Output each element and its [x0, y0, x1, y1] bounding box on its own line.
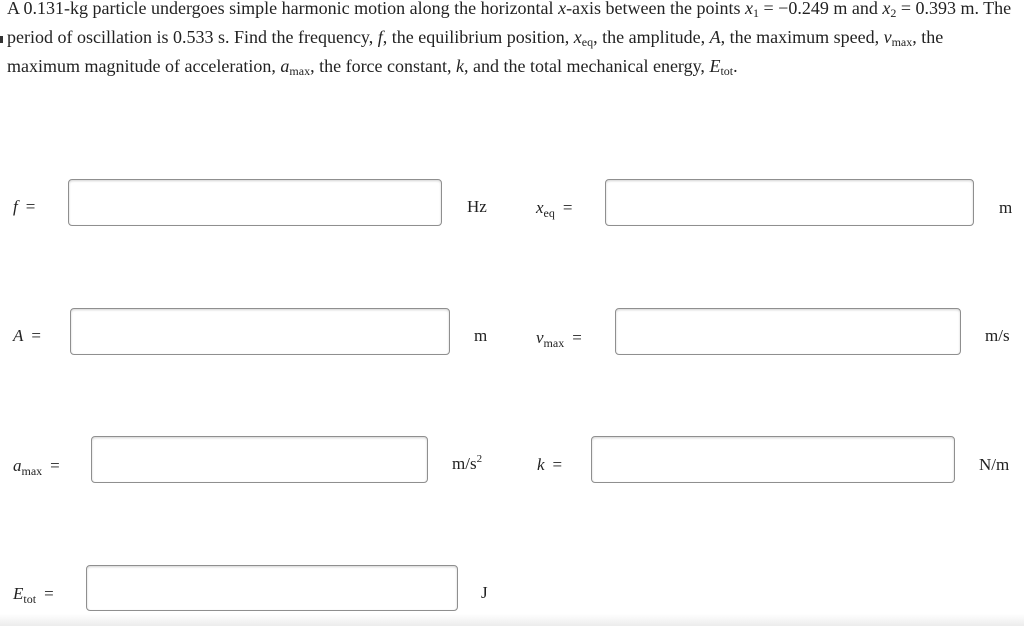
problem-var-amax: a [280, 56, 290, 76]
equilibrium-position-label [536, 198, 572, 218]
equals-sign: = [552, 455, 563, 474]
frequency-symbol: f [13, 197, 18, 216]
problem-sub-vmax: max [891, 35, 913, 49]
total-energy-unit [481, 583, 488, 603]
problem-var-x1: x [745, 0, 754, 18]
problem-var-A: A [709, 27, 721, 47]
force-constant-label [537, 455, 562, 475]
problem-var-x: x [558, 0, 567, 18]
problem-sub-x2: 2 [890, 6, 897, 20]
problem-sub-E: tot [720, 64, 734, 78]
problem-var-k: k [456, 56, 465, 76]
total-energy-unit-text: J [481, 583, 488, 602]
max-speed-subscript: max [543, 336, 565, 350]
problem-text: , the maximum speed, [720, 27, 884, 47]
max-speed-unit-text: m/s [985, 326, 1010, 345]
equals-sign: = [25, 197, 36, 216]
equilibrium-position-unit-text: m [999, 198, 1013, 217]
problem-text: A 0.131-kg particle undergoes simple harmonic motion along the horizontal [7, 0, 559, 18]
problem-text: , the amplitude, [593, 27, 710, 47]
problem-sub-amax: max [289, 64, 311, 78]
force-constant-symbol: k [537, 455, 545, 474]
problem-sub-xeq: eq [581, 35, 594, 49]
max-speed-label [536, 328, 582, 348]
problem-text: = 0.393 m. The period of oscillation is 0.533 s. Find the frequency, [7, 0, 1012, 47]
problem-var-f: f [377, 27, 383, 47]
force-constant-unit-text: N/m [979, 455, 1010, 474]
max-speed-symbol: v [536, 328, 544, 347]
amplitude-input[interactable] [70, 308, 450, 355]
amplitude-label [13, 326, 41, 346]
max-acceleration-unit-exponent: 2 [476, 453, 483, 465]
equilibrium-position-symbol: x [536, 198, 544, 217]
problem-text: , the equilibrium position, [382, 27, 574, 47]
problem-text: . [733, 56, 738, 76]
frequency-input[interactable] [68, 179, 442, 226]
problem-var-xeq: x [573, 27, 582, 47]
total-energy-symbol: E [13, 584, 24, 603]
force-constant-unit [979, 455, 1009, 475]
problem-sub-x1: 1 [753, 6, 760, 20]
amplitude-unit-text: m [474, 326, 488, 345]
left-edge-marker [0, 36, 3, 43]
max-speed-input[interactable] [615, 308, 961, 355]
max-acceleration-unit-text: m/s [452, 454, 477, 473]
max-acceleration-label [13, 456, 60, 476]
bottom-fade [0, 614, 1024, 626]
total-energy-input[interactable] [86, 565, 458, 611]
max-acceleration-symbol: a [13, 456, 22, 475]
problem-text: -axis between the points [566, 0, 746, 18]
problem-var-E: E [709, 56, 721, 76]
max-acceleration-input[interactable] [91, 436, 428, 483]
amplitude-unit [474, 326, 487, 346]
max-acceleration-subscript: max [21, 464, 43, 478]
equilibrium-position-unit [999, 198, 1012, 218]
problem-text: = −0.249 m and [759, 0, 883, 18]
frequency-unit [467, 197, 487, 217]
equilibrium-position-subscript: eq [543, 206, 555, 220]
total-energy-label [13, 584, 54, 604]
equilibrium-position-input[interactable] [605, 179, 974, 226]
max-acceleration-unit [452, 454, 482, 474]
problem-statement [7, 0, 1012, 81]
problem-text: , the force constant, [310, 56, 457, 76]
problem-text: , and the total mechanical energy, [464, 56, 710, 76]
frequency-unit-text: Hz [467, 197, 487, 216]
problem-text: , the maximum magnitude of acceleration, [7, 27, 944, 76]
equals-sign: = [50, 456, 60, 475]
equals-sign: = [562, 198, 573, 217]
problem-var-vmax: v [883, 27, 892, 47]
total-energy-subscript: tot [23, 592, 37, 606]
frequency-label [13, 197, 35, 217]
equals-sign: = [44, 584, 54, 603]
equals-sign: = [572, 328, 582, 347]
amplitude-symbol: A [13, 326, 24, 345]
max-speed-unit [985, 326, 1010, 346]
problem-var-x2: x [882, 0, 891, 18]
force-constant-input[interactable] [591, 436, 955, 483]
equals-sign: = [31, 326, 41, 345]
